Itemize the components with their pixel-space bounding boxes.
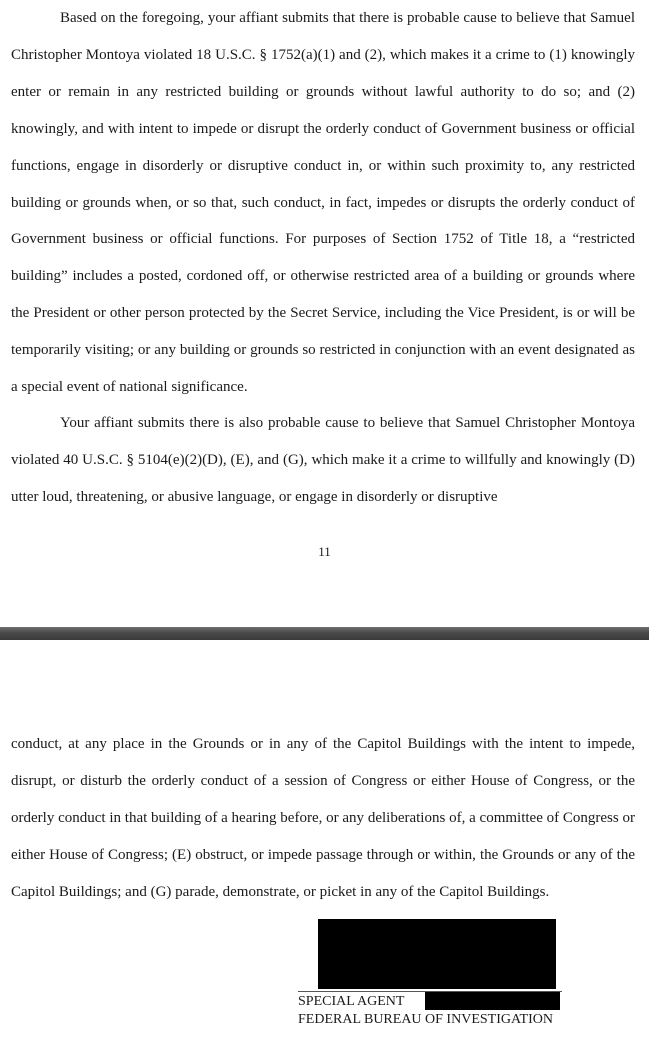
signature-agency: FEDERAL BUREAU OF INVESTIGATION [298,1012,553,1027]
paragraph-5104-violation: Your affiant submits there is also probable cause to believe that Samuel Christopher Montoya violated 40 U.S.C. § 5104(e)(2)(D), (E), and (G), which make it a crime to willfully and knowingly (D) utter loud, threatening, or abusive language, or engage in disorderly or disruptive [11,415,635,505]
paragraph-1752-violation: Based on the foregoing, your affiant submits that there is probable cause to believe that Samuel Christopher Montoya violated 18 U.S.C. § 1752(a)(1) and (2), which makes it a crime to (1) knowingly enter or remain in any restricted building or grounds without lawful authority to do so; and (2) knowingly, and with intent to impede or disrupt the orderly conduct of Government business or official functions, engage in disorderly or disruptive conduct in, or within such proximity to, any restricted building or grounds when, or so that, such conduct, in fact, impedes or disrupts the orderly conduct of Government business or official functions. For purposes of Section 1752 of Title 18, a “restricted building” includes a posted, cordoned off, or otherwise restricted area of a building or grounds where the President or other person protected by the Secret Service, including the Vice President, is or will be temporarily visiting; or any building or grounds so restricted in conjunction with an event designated as a special event of national significance. [11,10,635,396]
paragraph-continuation: conduct, at any place in the Grounds or in any of the Capitol Buildings with the intent to impede, disrupt, or disturb the orderly conduct of a session of Congress or either House of Congress, or the orderly conduct in that building of a hearing before, or any deliberations of, a committee of Congress or either House of Congress; (E) obstruct, or impede passage through or within, the Grounds or any of the Capitol Buildings; and (G) parade, demonstrate, or picket in any of the Capitol Buildings. [11,736,635,900]
page-number: 11 [318,544,331,559]
page-break-divider [0,627,649,640]
signature-redaction [318,919,556,989]
signature-title: SPECIAL AGENT [298,994,405,1009]
agent-name-redaction [425,992,560,1010]
